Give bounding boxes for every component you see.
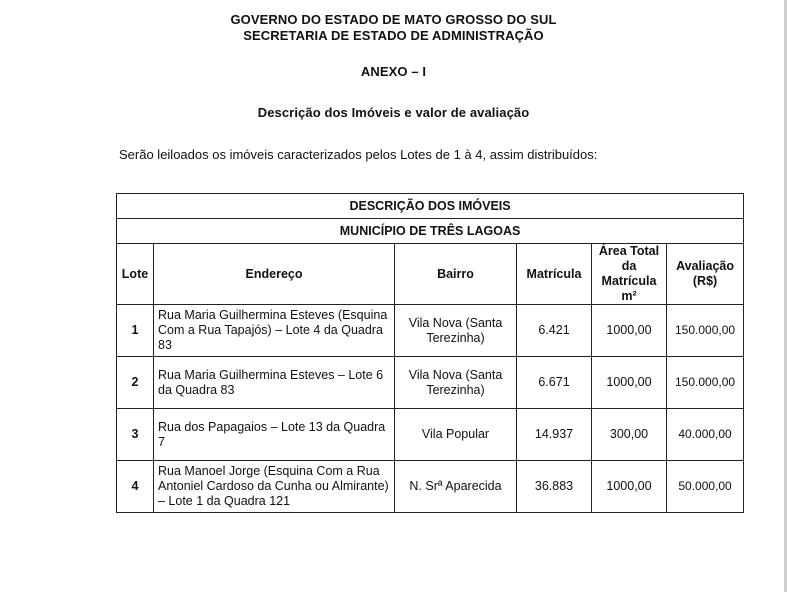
lote-cell: 3 xyxy=(117,409,154,461)
avaliacao-cell: 50.000,00 xyxy=(667,461,744,513)
bairro-cell: Vila Nova (Santa Terezinha) xyxy=(395,305,517,357)
avaliacao-cell: 40.000,00 xyxy=(667,409,744,461)
matricula-cell: 14.937 xyxy=(517,409,592,461)
lote-cell: 2 xyxy=(117,357,154,409)
table-row xyxy=(117,357,744,409)
municipality-title: MUNICÍPIO DE TRÊS LAGOAS xyxy=(117,219,744,244)
avaliacao-cell: 150.000,00 xyxy=(667,305,744,357)
lote-cell: 1 xyxy=(117,305,154,357)
area-cell: 300,00 xyxy=(592,409,667,461)
table-row xyxy=(117,461,744,513)
endereco-cell: Rua dos Papagaios – Lote 13 da Quadra 7 xyxy=(154,409,395,461)
column-header-area: Área Total da Matrícula m² xyxy=(592,244,667,305)
bairro-cell: Vila Nova (Santa Terezinha) xyxy=(395,357,517,409)
secretariat-heading: SECRETARIA DE ESTADO DE ADMINISTRAÇÃO xyxy=(243,28,544,43)
column-header-bairro: Bairro xyxy=(395,244,517,305)
avaliacao-cell: 150.000,00 xyxy=(667,357,744,409)
intro-paragraph: Serão leiloados os imóveis caracterizados pelos Lotes de 1 à 4, assim distribuídos: xyxy=(119,147,598,162)
government-heading: GOVERNO DO ESTADO DE MATO GROSSO DO SUL xyxy=(230,12,557,27)
area-cell: 1000,00 xyxy=(592,357,667,409)
column-header-row xyxy=(117,244,744,305)
area-cell: 1000,00 xyxy=(592,461,667,513)
area-cell: 1000,00 xyxy=(592,305,667,357)
table-row xyxy=(117,409,744,461)
table-title: DESCRIÇÃO DOS IMÓVEIS xyxy=(117,194,744,219)
lote-cell: 4 xyxy=(117,461,154,513)
document-subtitle: Descrição dos Imóveis e valor de avaliação xyxy=(257,105,530,120)
table-row xyxy=(117,305,744,357)
endereco-cell: Rua Manoel Jorge (Esquina Com a Rua Antoniel Cardoso da Cunha ou Almirante) – Lote 1 da Quadra 121 xyxy=(154,461,395,513)
annex-heading: ANEXO – I xyxy=(360,64,427,79)
column-header-lote: Lote xyxy=(117,244,154,305)
endereco-cell: Rua Maria Guilhermina Esteves – Lote 6 da Quadra 83 xyxy=(154,357,395,409)
endereco-cell: Rua Maria Guilhermina Esteves (Esquina Com a Rua Tapajós) – Lote 4 da Quadra 83 xyxy=(154,305,395,357)
column-header-avaliacao: Avaliação (R$) xyxy=(667,244,744,305)
bairro-cell: Vila Popular xyxy=(395,409,517,461)
column-header-endereco: Endereço xyxy=(154,244,395,305)
matricula-cell: 36.883 xyxy=(517,461,592,513)
column-header-matricula: Matrícula xyxy=(517,244,592,305)
table-title-row xyxy=(117,194,744,219)
matricula-cell: 6.421 xyxy=(517,305,592,357)
matricula-cell: 6.671 xyxy=(517,357,592,409)
municipality-row xyxy=(117,219,744,244)
properties-table xyxy=(116,193,744,513)
bairro-cell: N. Srª Aparecida xyxy=(395,461,517,513)
